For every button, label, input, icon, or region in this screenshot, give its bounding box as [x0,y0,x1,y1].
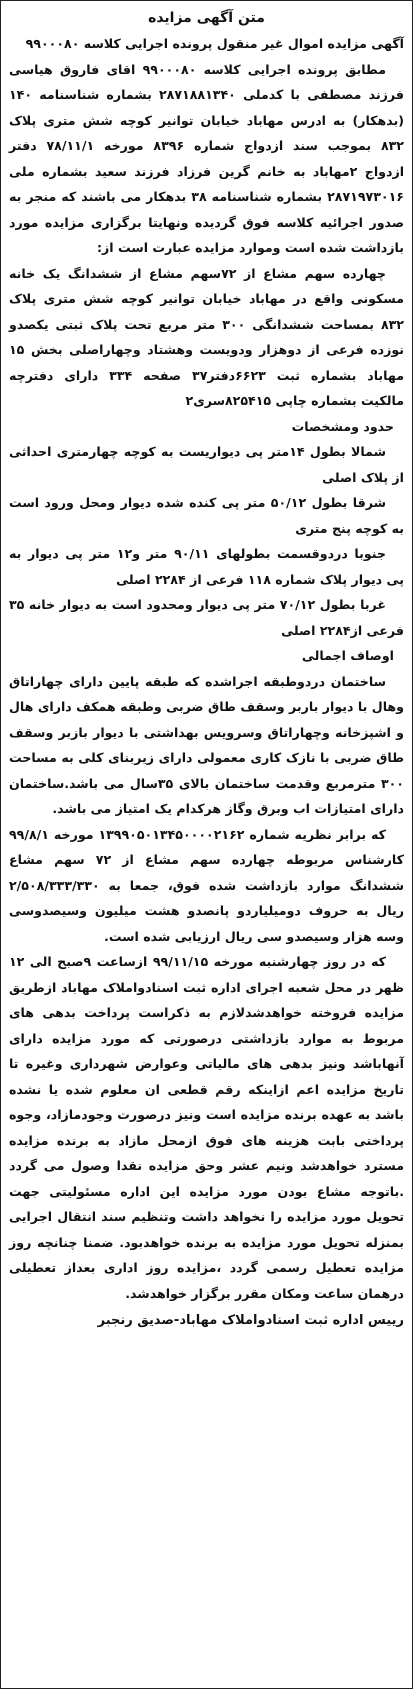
boundary-south: جنوبا دردوقسمت بطولهای ۹۰/۱۱ متر و۱۲ متر پی دیوار به پی دیوار پلاک شماره ۱۱۸ فرعی از ۲۲۸۴ اصلی [9,546,404,587]
debtor-paragraph: مطابق پرونده اجرایی کلاسه ۹۹۰۰۰۸۰ اقای فاروق هیاسی فرزند مصطفی با کدملی ۲۸۷۱۸۸۱۳۴۰ بشماره شناسنامه ۱۴۰ (بدهکار) به ادرس مهاباد خیابان توانیر کوچه شش متری پلاک ۸۳۲ بموجب سند ازدواج شماره ۸۳۹۶ مورخه ۷۸/۱۱/۱ دفتر ازدواج ۲مهاباد به خانم گرین فرزاد فرزند سعید بشماره ملی ۲۸۷۱۹۷۳۰۱۶ بشماره شناسنامه ۳۸ بدهکار می باشند که منجر به صدور اجرائیه کلاسه فوق گردیده ونهایتا برگزاری مزایده مورد بازداشت شده است وموارد مزایده عبارت است از: [9,61,405,255]
property-paragraph: چهارده سهم مشاع از ۷۲سهم مشاع از ششدانگ یک خانه مسکونی واقع در مهاباد خیابان توانیر کوچه شش متری پلاک ۸۳۲ بمساحت ششدانگی ۳۰۰ متر مربع تحت پلاک ثبتی یکصدو نوزده فرعی از دوهزار ودویست وهشتاد وچهاراصلی بخش ۱۵ مهاباد بشماره ثبت ۶۶۲۳دفتر۳۷ صفحه ۳۳۴ دارای دفترچه مالکیت بشماره چاپی ۸۲۵۴۱۵سری۲ [9,265,404,408]
boundaries-heading: حدود ومشخصات [291,418,394,434]
appraisal-paragraph: که برابر نظریه شماره ۱۳۹۹۰۵۰۱۳۴۵۰۰۰۰۲۱۶۲ مورخه ۹۹/۸/۱ کارشناس مربوطه چهارده سهم مشاع از ۷۲ سهم مشاع ششدانگ موارد بازداشت شده فوق، جمعا به ۲/۵۰۸/۳۳۳/۳۳۰ ریال به حروف دومیلیاردو پانصدو هشت میلیون وسیصدوسی وسه هزار وسیصدو سی ریال ارزیابی شده است. [9,826,404,944]
signature: رییس اداره ثبت اسنادواملاک مهاباد-صدیق رنجبر [97,1313,404,1328]
notice-title: متن آگهی مزایده [148,10,265,26]
auction-paragraph: که در روز چهارشنبه مورخه ۹۹/۱۱/۱۵ ازساعت ۹صبح الی ۱۲ ظهر در محل شعبه اجرای اداره ثبت اسنادواملاک مهاباد ازطریق مزایده فروخته خواهدشدلازم به ذکراست پرداخت بدهی های مربوط به موارد بازداشتی درصورتی که مورد مزایده دارای آنهاباشد ونیز بدهی های مالیاتی وعوارض شهرداری وغیره تا تاریخ مزایده اعم ازاینکه رقم قطعی ان معلوم شده یا نشده باشد به عهده برنده مزایده است ونیز درصورت وجودمازاد، وجوه پرداختی بابت هزینه های فوق ازمحل مازاد به برنده مزایده مسترد خواهدشد ونیم عشر وحق مزایده نقدا وصول می گردد .باتوجه مشاع بودن مورد مزایده این اداره مسئولیتی جهت تحویل مورد مزایده را نخواهد داشت وتنظیم سند انتقال اجرایی بمنزله تحویل مورد مزایده به برنده خواهدبود. ضمنا چنانچه روز مزایده تعطیل رسمی گردد ،مزایده روز اداری بعداز تعطیلی درهمان ساعت ومکان مقرر برگزار خواهدشد. [9,954,404,1301]
notice-subtitle: آگهی مزایده اموال غیر منقول پرونده اجرایی کلاسه ۹۹۰۰۰۸۰ [25,36,404,51]
boundary-north: شمالا بطول ۱۴متر پی دیواریست به کوچه چهارمتری احداثی از پلاک اصلی [9,444,404,485]
description-paragraph: ساختمان دردوطبقه اجراشده که طبقه پایین دارای چهاراتاق وهال با دیوار باربر وسقف طاق ضربی وطبقه همکف دارای هال و اشپزخانه وچهاراتاق وسرویس بهداشتی با دیوار بازبر وسقف طاق ضربی با نازک کاری معمولی دارای زیربنای کلی به مساحت ۳۰۰ مترمربع وقدمت ساختمان بالای ۳۵سال می باشد.ساختمان دارای امتیازات اب وبرق وگاز هرکدام یک امتیاز می باشد. [9,673,404,816]
boundary-east: شرقا بطول ۵۰/۱۲ متر پی کنده شده دیوار ومحل ورود است به کوچه پنج متری [9,495,404,536]
description-heading: اوصاف اجمالی [301,648,394,663]
boundary-west: غربا بطول ۷۰/۱۲ متر پی دیوار ومحدود است به دیوار خانه ۳۵ فرعی از۲۲۸۴ اصلی [9,597,404,638]
